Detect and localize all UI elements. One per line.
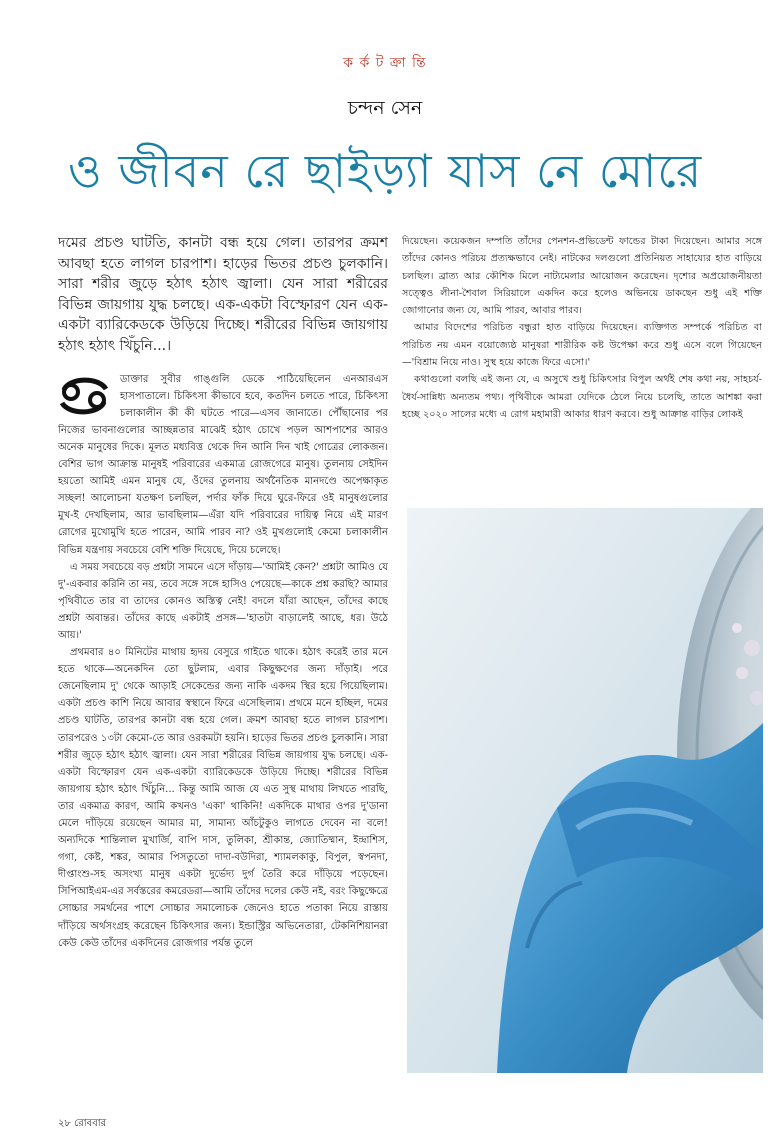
page-footer: ২৮ রোববার xyxy=(58,1118,107,1129)
cancer-zodiac-icon xyxy=(58,373,110,419)
gloved-hand-petri-dish-photo xyxy=(407,508,763,1073)
section-tag: ক র্ক ট ক্রা ন্তি xyxy=(343,55,427,71)
body-paragraph: কথাগুলো বলছি এই জন্য যে, এ অসুখে শুধু চিকিৎসার বিপুল অর্থই শেষ কথা নয়, সাহচর্য-ধৈর্য-সান্নিধ্য অন্যতম পথ্য। পৃথিবীকে আমরা যেদিকে ঠেলে নিয়ে চলেছি, তাতে আশঙ্কা করা হচ্ছে ২০২০ সালের মধ্যে এ রোগ মহামারী আকার ধারণ করবে। শুধু আক্রান্ত বাড়ির লোকই xyxy=(402,374,762,420)
author-byline: চন্দন সেন xyxy=(347,97,423,119)
lead-paragraph: দমের প্রচণ্ড ঘাটতি, কানটা বন্ধ হয়ে গেল। তারপর ক্রমশ আবছা হতে লাগল চারপাশ। হাড়ের ভিতর প্রচণ্ড চুলকানি। সারা শরীর জুড়ে হঠাৎ হঠাৎ জ্বালা। যেন সারা শরীরের বিভিন্ন জায়গায় যুদ্ধ চলছে। এক-একটা বিস্ফোরণ যেন এক-একটা ব্যারিকেডকে উড়িয়ে দিচ্ছে। শরীরের বিভিন্ন জায়গায় হঠাৎ হঠাৎ খিঁচুনি...। xyxy=(58,235,388,354)
body-paragraph: দিয়েছেন। কয়েকজন দম্পতি তাঁদের পেনশন-প্রভিডেন্ট ফান্ডের টাকা দিয়েছেন। আমার সঙ্গে তাঁদের কোনও পরিচয় প্রত্যক্ষভাবে নেই। নাটকের দলগুলো প্রতিনিয়ত সাহায্যের হাত বাড়িয়ে চলছিল। ব্রাত্য আর কৌশিক মিলে নাট্যমেলার আয়োজন করেছেন। দৃশ্যের অপ্রয়োজনীয়তা সত্ত্বেও লীনা-শৈবাল সিরিয়ালে একদিন করে হলেও অভিনয়ে ডাকছেন শুধু এই শক্তি জোগানোর জন্য যে, আমি পারব, আবার পারব। xyxy=(402,236,762,317)
body-paragraph: এ সময় সবচেয়ে বড় প্রশ্নটা সামনে এসে দাঁড়ায়—'আমিই কেন?' প্রশ্নটা আমিও যে দু'-একবার করিনি তা নয়, তবে সঙ্গে সঙ্গে হাসিও পেয়েছে—কাকে প্রশ্ন করছি? আমার পৃথিবীতে তার বা তাদের কোনও অস্তিত্ব নেই! বদলে যাঁরা আছেন, তাঁদের কাছে প্রশ্নটা অবান্তর। তাঁদের কাছে একটাই প্রসঙ্গ—'হাতটা বাড়ালেই আছে, ধর। উঠে আয়।' xyxy=(58,561,388,641)
left-column xyxy=(58,233,388,1113)
photo-illustration xyxy=(407,508,763,1073)
body-paragraph: প্রথমবার ৪০ মিনিটের মাথায় হৃদয় বেসুরে গাইতে থাকে। হঠাৎ করেই তার মনে হতে থাকে—অনেকদিন তো ছুটলাম, এবার কিছুক্ষণের জন্য দাঁড়াই। পরে জেনেছিলাম দু' থেকে আড়াই সেকেন্ডের জন্য নাকি একদম স্থির হয়ে গিয়েছিলাম। একটা প্রচণ্ড কাশি নিয়ে আবার স্বস্থানে ফিরে এসেছিলাম। প্রথমে মনে হচ্ছিল, দমের প্রচণ্ড ঘাটতি, তারপর কানটা বন্ধ হয়ে গেল। ক্রমশ আবছা হতে লাগল চারপাশ। তারপরেও ১৩টা কেমো-তে আর ওরকমটা হয়নি। হাড়ের ভিতর প্রচণ্ড চুলকানি। সারা শরীর জুড়ে হঠাৎ হঠাৎ জ্বালা। যেন সারা শরীরের বিভিন্ন জায়গায় যুদ্ধ চলছে। এক-একটা বিস্ফোরণ যেন এক-একটা ব্যারিকেডকে উড়িয়ে দিচ্ছে। শরীরের বিভিন্ন জায়গায় হঠাৎ হঠাৎ খিঁচুনি... কিন্তু আমি আজ যে এত সুস্থ মাথায় লিখতে পারছি, তার একমাত্র কারণ, আমি কখনও 'একা' থাকিনি! একদিকে মাথার ওপর দু'ডানা মেলে দাঁড়িয়ে রয়েছেন আমার মা, সামান্য আঁচটুকুও লাগতে দেবেন না বলে! অন্যদিকে শান্তিলাল মুখার্জি, বাপি দাস, তুলিকা, শ্রীকান্ত, জ্যোতিষ্মান, ইন্দ্রাশিস, গগা, কেষ্ট, শঙ্কর, আমার পিসতুতো দাদা-বউদিরা, শ্যামলকাকু, বিপুল, স্বপনদা, দীপ্তাংশু-সহ অসংখ্য মানুষ একটা দুর্ভেদ্য দুর্গ তৈরি করে দাঁড়িয়ে পড়েছেন। সিপিআইএম-এর সর্বস্তরের কমরেডরা—আমি তাঁদের দলের কেউ নই, বরং কিছুক্ষেত্রে সোচ্চার সমর্থনের পাশে সোচ্চার সমালোচক জেনেও হাতে পতাকা নিয়ে রাস্তায় দাঁড়িয়ে অর্থসংগ্রহ করেছেন চিকিৎসার জন্য। ইন্ডাস্ট্রির অভিনেতারা, টেকনিশিয়ানরা কেউ কেউ তাঁদের একদিনের রোজগার পর্যন্ত তুলে xyxy=(58,647,388,949)
body-paragraph: আমার বিদেশের পরিচিত বন্ধুরা হাত বাড়িয়ে দিয়েছেন। ব্যক্তিগত সম্পর্কে পরিচিত বা পরিচিত নয় এমন বয়োজ্যেষ্ঠ মানুষরা শারীরিক কষ্ট উপেক্ষা করে শুধু এসে বলে গিয়েছেন—'বিশ্রাম নিয়ে নাও। সুস্থ হয়ে কাজে ফিরে এসো।' xyxy=(402,322,762,369)
article-body xyxy=(58,371,388,952)
right-column xyxy=(402,233,762,503)
headline: ও জীবন রে ছাইড়্যা যাস নে মোরে xyxy=(67,144,703,198)
body-paragraph: ডাক্তার সুবীর গাঙ্গুলি ডেকে পাঠিয়েছিলেন এনআরএস হাসপাতালে। চিকিৎসা কীভাবে হবে, কতদিন চলতে পারে, চিকিৎসা চলাকালীন কী কী ঘটতে পারে—এসব জানাতে। পৌঁছানোর পর নিজের ভাবনাগুলোর আচ্ছন্নতার মাঝেই হঠাৎ চোখে পড়ল আশপাশের আরও অনেক মানুষের দিকে। মূলত মধ্যবিত্ত থেকে দিন আনি দিন খাই গোত্রের লোকজন। বেশির ভাগ আক্রান্ত মানুষই পরিবারের একমাত্র রোজগেরে মানুষ। তুলনায় সেইদিন হয়তো আমিই এমন মানুষ যে, ওঁদের তুলনায় অর্থনৈতিক মানদণ্ডে অপেক্ষাকৃত সচ্ছল! আলোচনা যতক্ষণ চলছিল, পর্দার ফাঁক দিয়ে ঘুরে-ফিরে ওই মানুষগুলোর মুখ-ই দেখছিলাম, আর ভাবছিলাম—এঁরা যদি পরিবারের দায়িত্ব নিয়ে এই মারণ রোগের মুখোমুখি হতে পারেন, আমি পারব না? ওই মুখগুলোই কেমো চলাকালীন বিভিন্ন যন্ত্রণায় সবচেয়ে বেশি শক্তি দিয়েছে, দিয়ে চলেছে। xyxy=(58,373,388,556)
